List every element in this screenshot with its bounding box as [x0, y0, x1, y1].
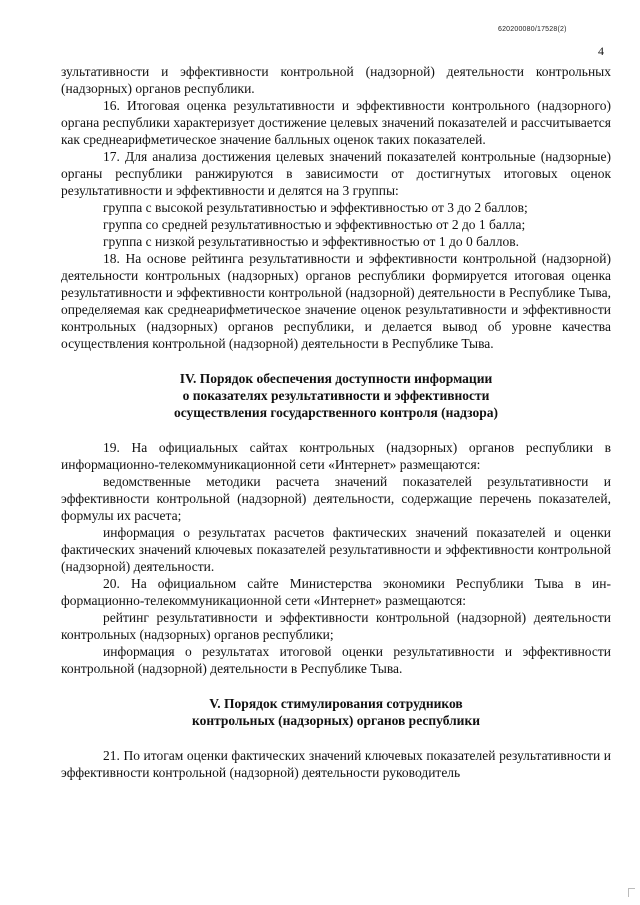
- section-4-heading-line-2: о показателях результативности и эффективности: [182, 388, 490, 403]
- section-5-heading-line-2: контрольных (надзорных) органов республики: [191, 713, 481, 728]
- paragraph-17: 17. Для анализа достижения целевых значений показателей контрольные (надзорные) органы республики ранжируются в зависимости от достигнутых итоговых оценок результативности и эффективности и делятся на 3 группы:: [61, 149, 611, 198]
- paragraph-20-item-final-results: информация о результатах итоговой оценки результативности и эффективности контрольной (надзорной) деятельности в Республике Тыва.: [61, 644, 611, 676]
- section-4-heading-line-3: осуществления государственного контроля (надзора): [173, 405, 498, 420]
- paragraph-17-group-low: группа с низкой результативностью и эффективностью от 1 до 0 баллов.: [103, 234, 520, 249]
- paragraph-19: 19. На официальных сайтах контрольных (надзорных) органов республики в информационно-телекоммуникационной сети «Интернет» размещаются:: [61, 440, 611, 472]
- paragraph-16: 16. Итоговая оценка результативности и эффективности контрольного (надзорного) органа республики характеризует достижение целевых значений показателей и рассчитывается как среднеарифметическое значение балльных оценок таких показателей.: [61, 98, 611, 147]
- document-code: 620200080/17528(2): [498, 26, 567, 33]
- paragraph-17-group-high: группа с высокой результативностью и эффективностью от 3 до 2 баллов;: [103, 200, 528, 215]
- paragraph-intro: зультативности и эффективности контрольной (надзорной) деятельности контрольных (надзорных) органов республики.: [61, 64, 611, 96]
- section-5-heading-line-1: V. Порядок стимулирования сотрудников: [209, 696, 463, 711]
- section-4-heading: [61, 370, 611, 421]
- paragraph-20-item-rating: рейтинг результативности и эффективности контрольной (надзорной) деятельности контрольных (надзорных) органов республики;: [61, 610, 611, 642]
- paragraph-18: 18. На основе рейтинга результативности и эффективности контрольной (надзорной) деятельности контрольных (надзорных) органов республики формируется итоговая оценка результативности и эффективности контрольной (надзорной) деятельности в Республике Тыва, определяемая как среднеарифметическое значение оценок результативности и эффективности контрольных (надзорных) органов республики, и делается вывод об уровне качества осуществления контрольной (надзорной) деятельности в Республике Тыва.: [61, 251, 611, 351]
- section-5-heading: [61, 695, 611, 729]
- paragraph-19-item-methods: ведомственные методики расчета значений показателей результативности и эффективности контрольной (надзорной) деятельности, содержащие перечень показателей, формулы их расчета;: [61, 474, 611, 523]
- scan-corner-mark: [628, 888, 635, 897]
- page-number: 4: [598, 44, 604, 58]
- paragraph-19-item-results: информация о результатах расчетов фактических значений показателей и оценки фактических значений ключевых показателей результативности и эффективности контрольной (надзорной) деятельности.: [61, 525, 611, 574]
- section-4-heading-line-1: IV. Порядок обеспечения доступности информации: [179, 371, 493, 386]
- paragraph-17-group-medium: группа со средней результативностью и эффективностью от 2 до 1 балла;: [103, 217, 526, 232]
- document-body: [61, 63, 611, 781]
- paragraph-21: 21. По итогам оценки фактических значений ключевых показателей результативности и эффективности контрольной (надзорной) деятельности руководитель: [61, 748, 611, 780]
- paragraph-20: 20. На официальном сайте Министерства экономики Республики Тыва в информационно-телекоммуникационной сети «Интернет» размещаются:: [61, 576, 611, 608]
